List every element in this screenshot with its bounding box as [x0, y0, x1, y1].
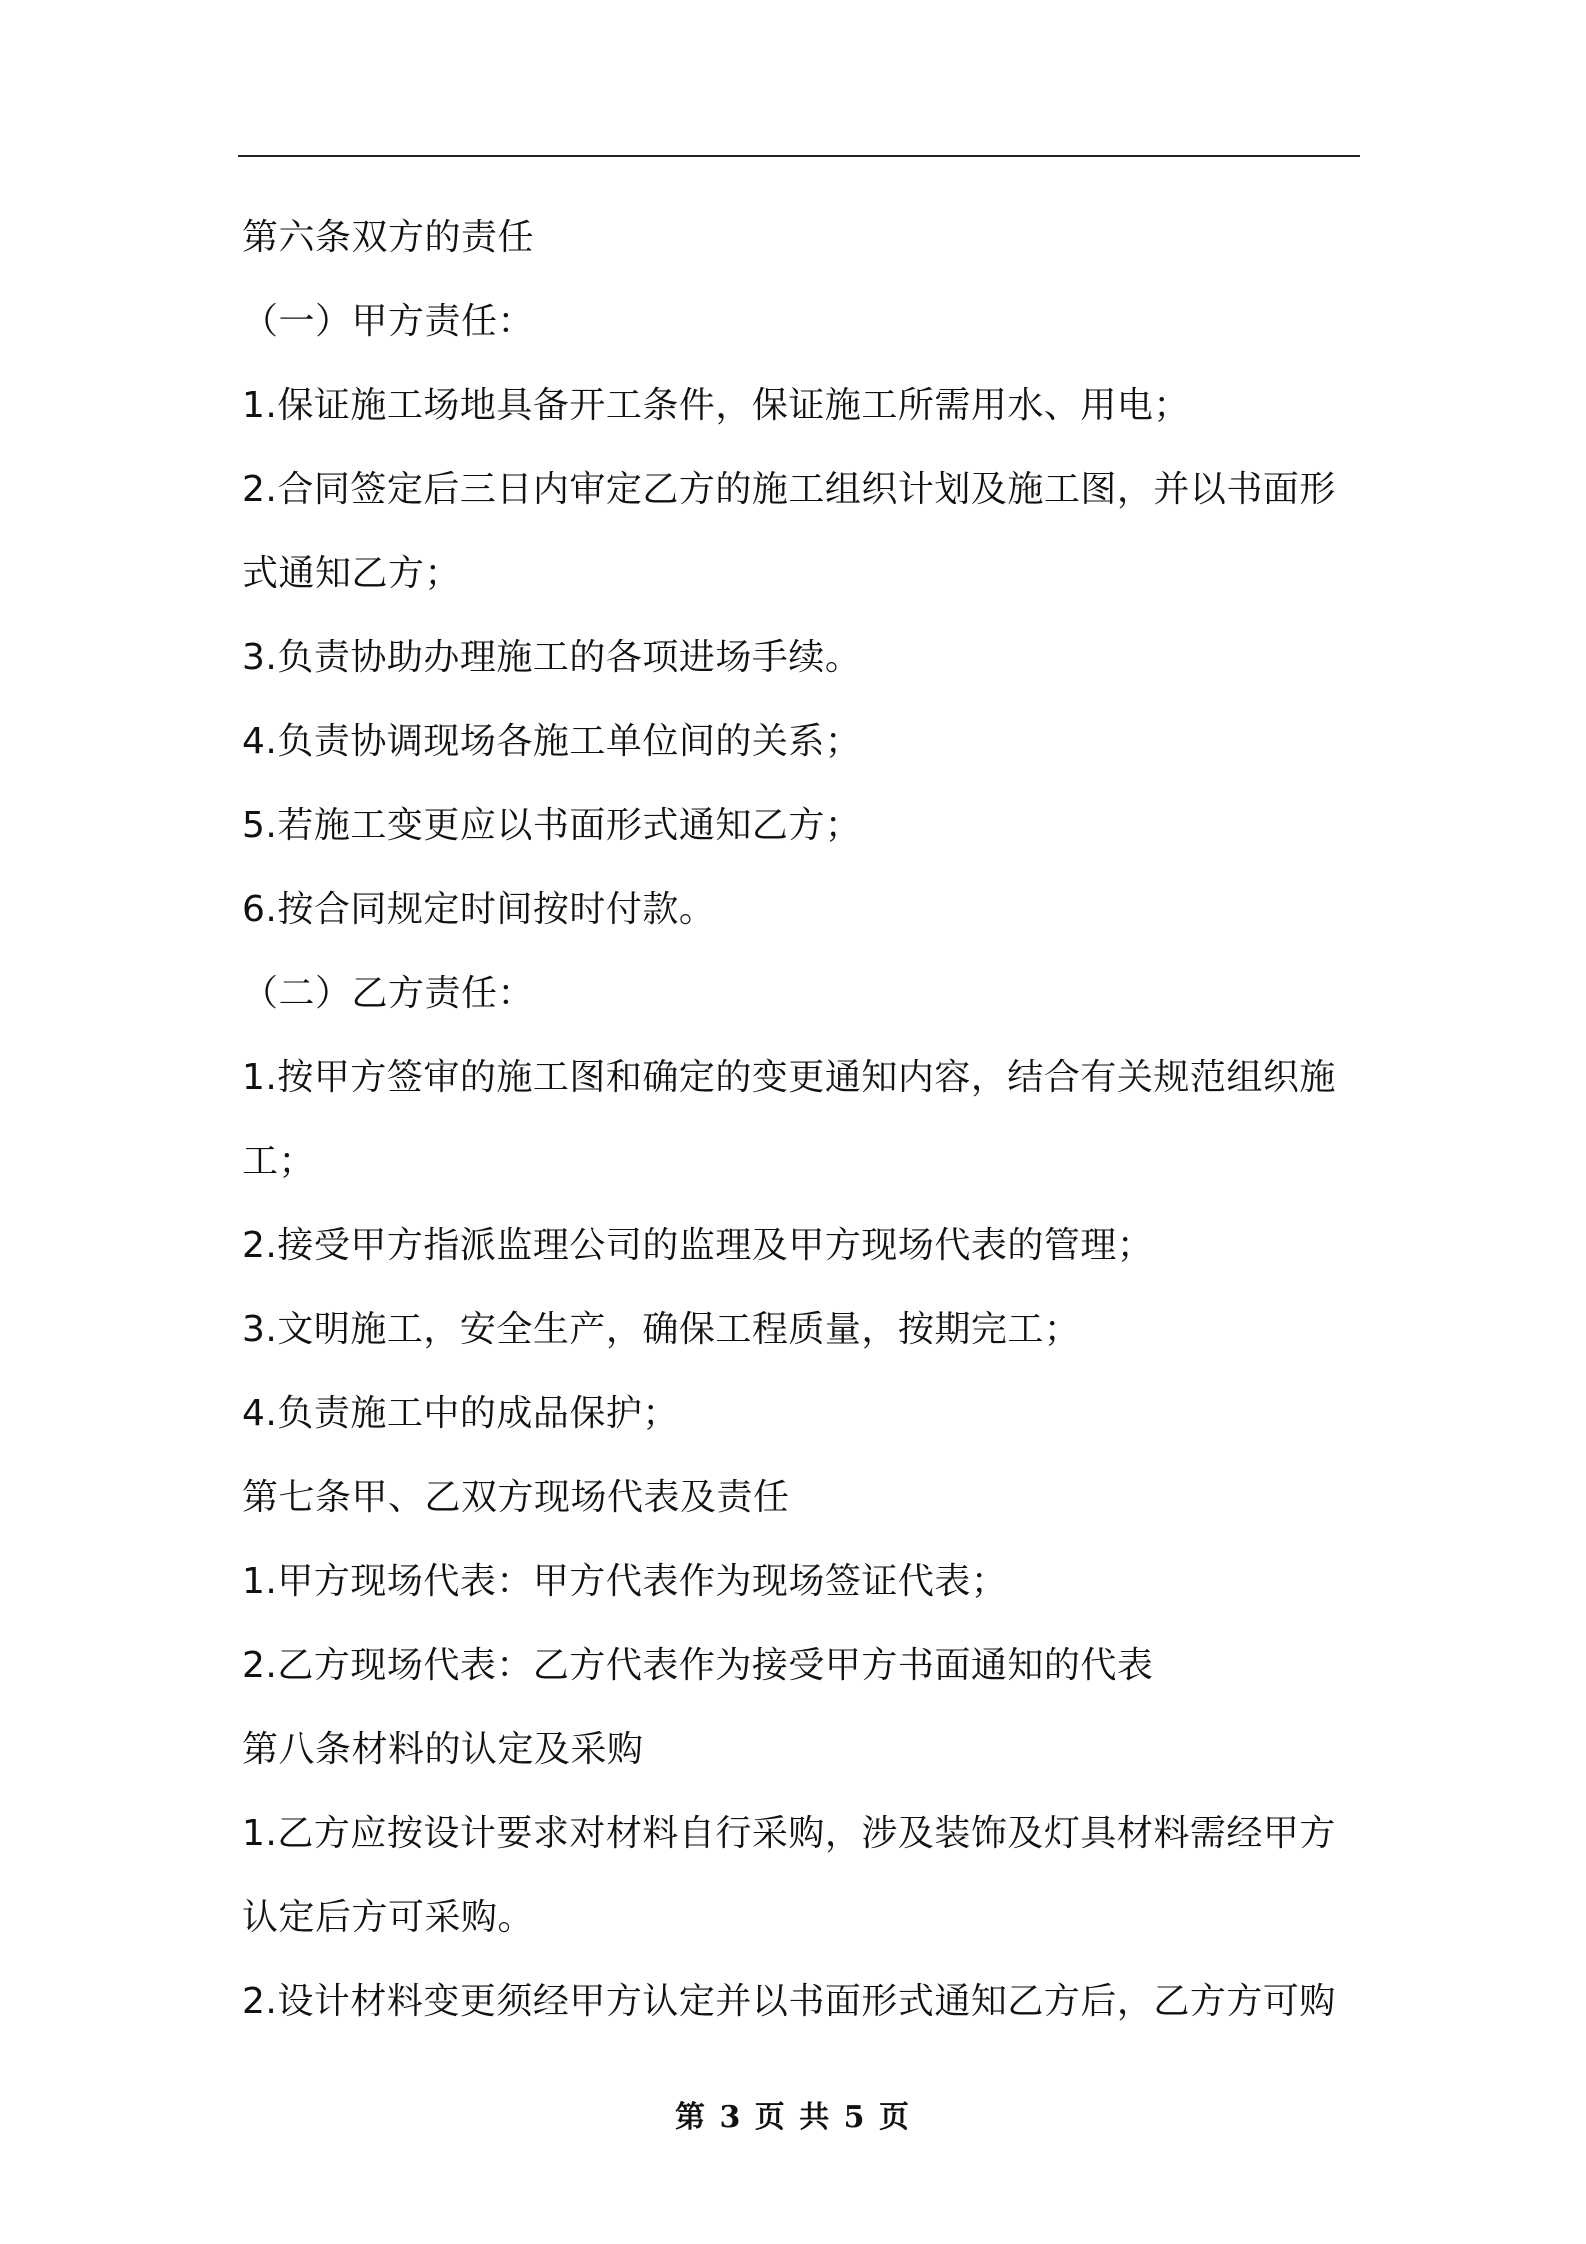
page-footer: 第 3 页 共 5 页 [675, 2100, 911, 2135]
paragraph-line: 3.文明施工，安全生产，确保工程质量，按期完工； [242, 1309, 1081, 1350]
paragraph-line: 2.合同签定后三日内审定乙方的施工组织计划及施工图，并以书面形 [242, 469, 1336, 510]
paragraph-line: 5.若施工变更应以书面形式通知乙方； [242, 805, 862, 846]
paragraph-line: 1.甲方现场代表：甲方代表作为现场签证代表； [242, 1561, 1008, 1602]
paragraph-line: 2.接受甲方指派监理公司的监理及甲方现场代表的管理； [242, 1225, 1154, 1266]
paragraph-line: 4.负责施工中的成品保护； [242, 1393, 679, 1434]
paragraph-line: 3.负责协助办理施工的各项进场手续。 [242, 637, 862, 678]
header-rule [238, 155, 1360, 157]
paragraph-line: 认定后方可采购。 [242, 1897, 535, 1938]
section-title-6: 第六条双方的责任 [242, 217, 535, 258]
document-body [242, 196, 1362, 2044]
paragraph-line: 1.按甲方签审的施工图和确定的变更通知内容，结合有关规范组织施 [242, 1057, 1336, 1098]
subsection-title-party-b: （二）乙方责任： [242, 973, 535, 1014]
section-title-7: 第七条甲、乙双方现场代表及责任 [242, 1477, 790, 1518]
paragraph-line: 4.负责协调现场各施工单位间的关系； [242, 721, 862, 762]
paragraph-line: 式通知乙方； [242, 553, 462, 594]
paragraph-line: 1.保证施工场地具备开工条件，保证施工所需用水、用电； [242, 385, 1190, 426]
paragraph-line: 2.乙方现场代表：乙方代表作为接受甲方书面通知的代表 [242, 1645, 1154, 1686]
paragraph-line: 1.乙方应按设计要求对材料自行采购，涉及装饰及灯具材料需经甲方 [242, 1813, 1336, 1854]
subsection-title-party-a: （一）甲方责任： [242, 301, 535, 342]
paragraph-line: 工； [242, 1141, 316, 1182]
section-title-8: 第八条材料的认定及采购 [242, 1729, 644, 1770]
paragraph-line: 6.按合同规定时间按时付款。 [242, 889, 716, 930]
paragraph-line: 2.设计材料变更须经甲方认定并以书面形式通知乙方后，乙方方可购 [242, 1981, 1336, 2022]
